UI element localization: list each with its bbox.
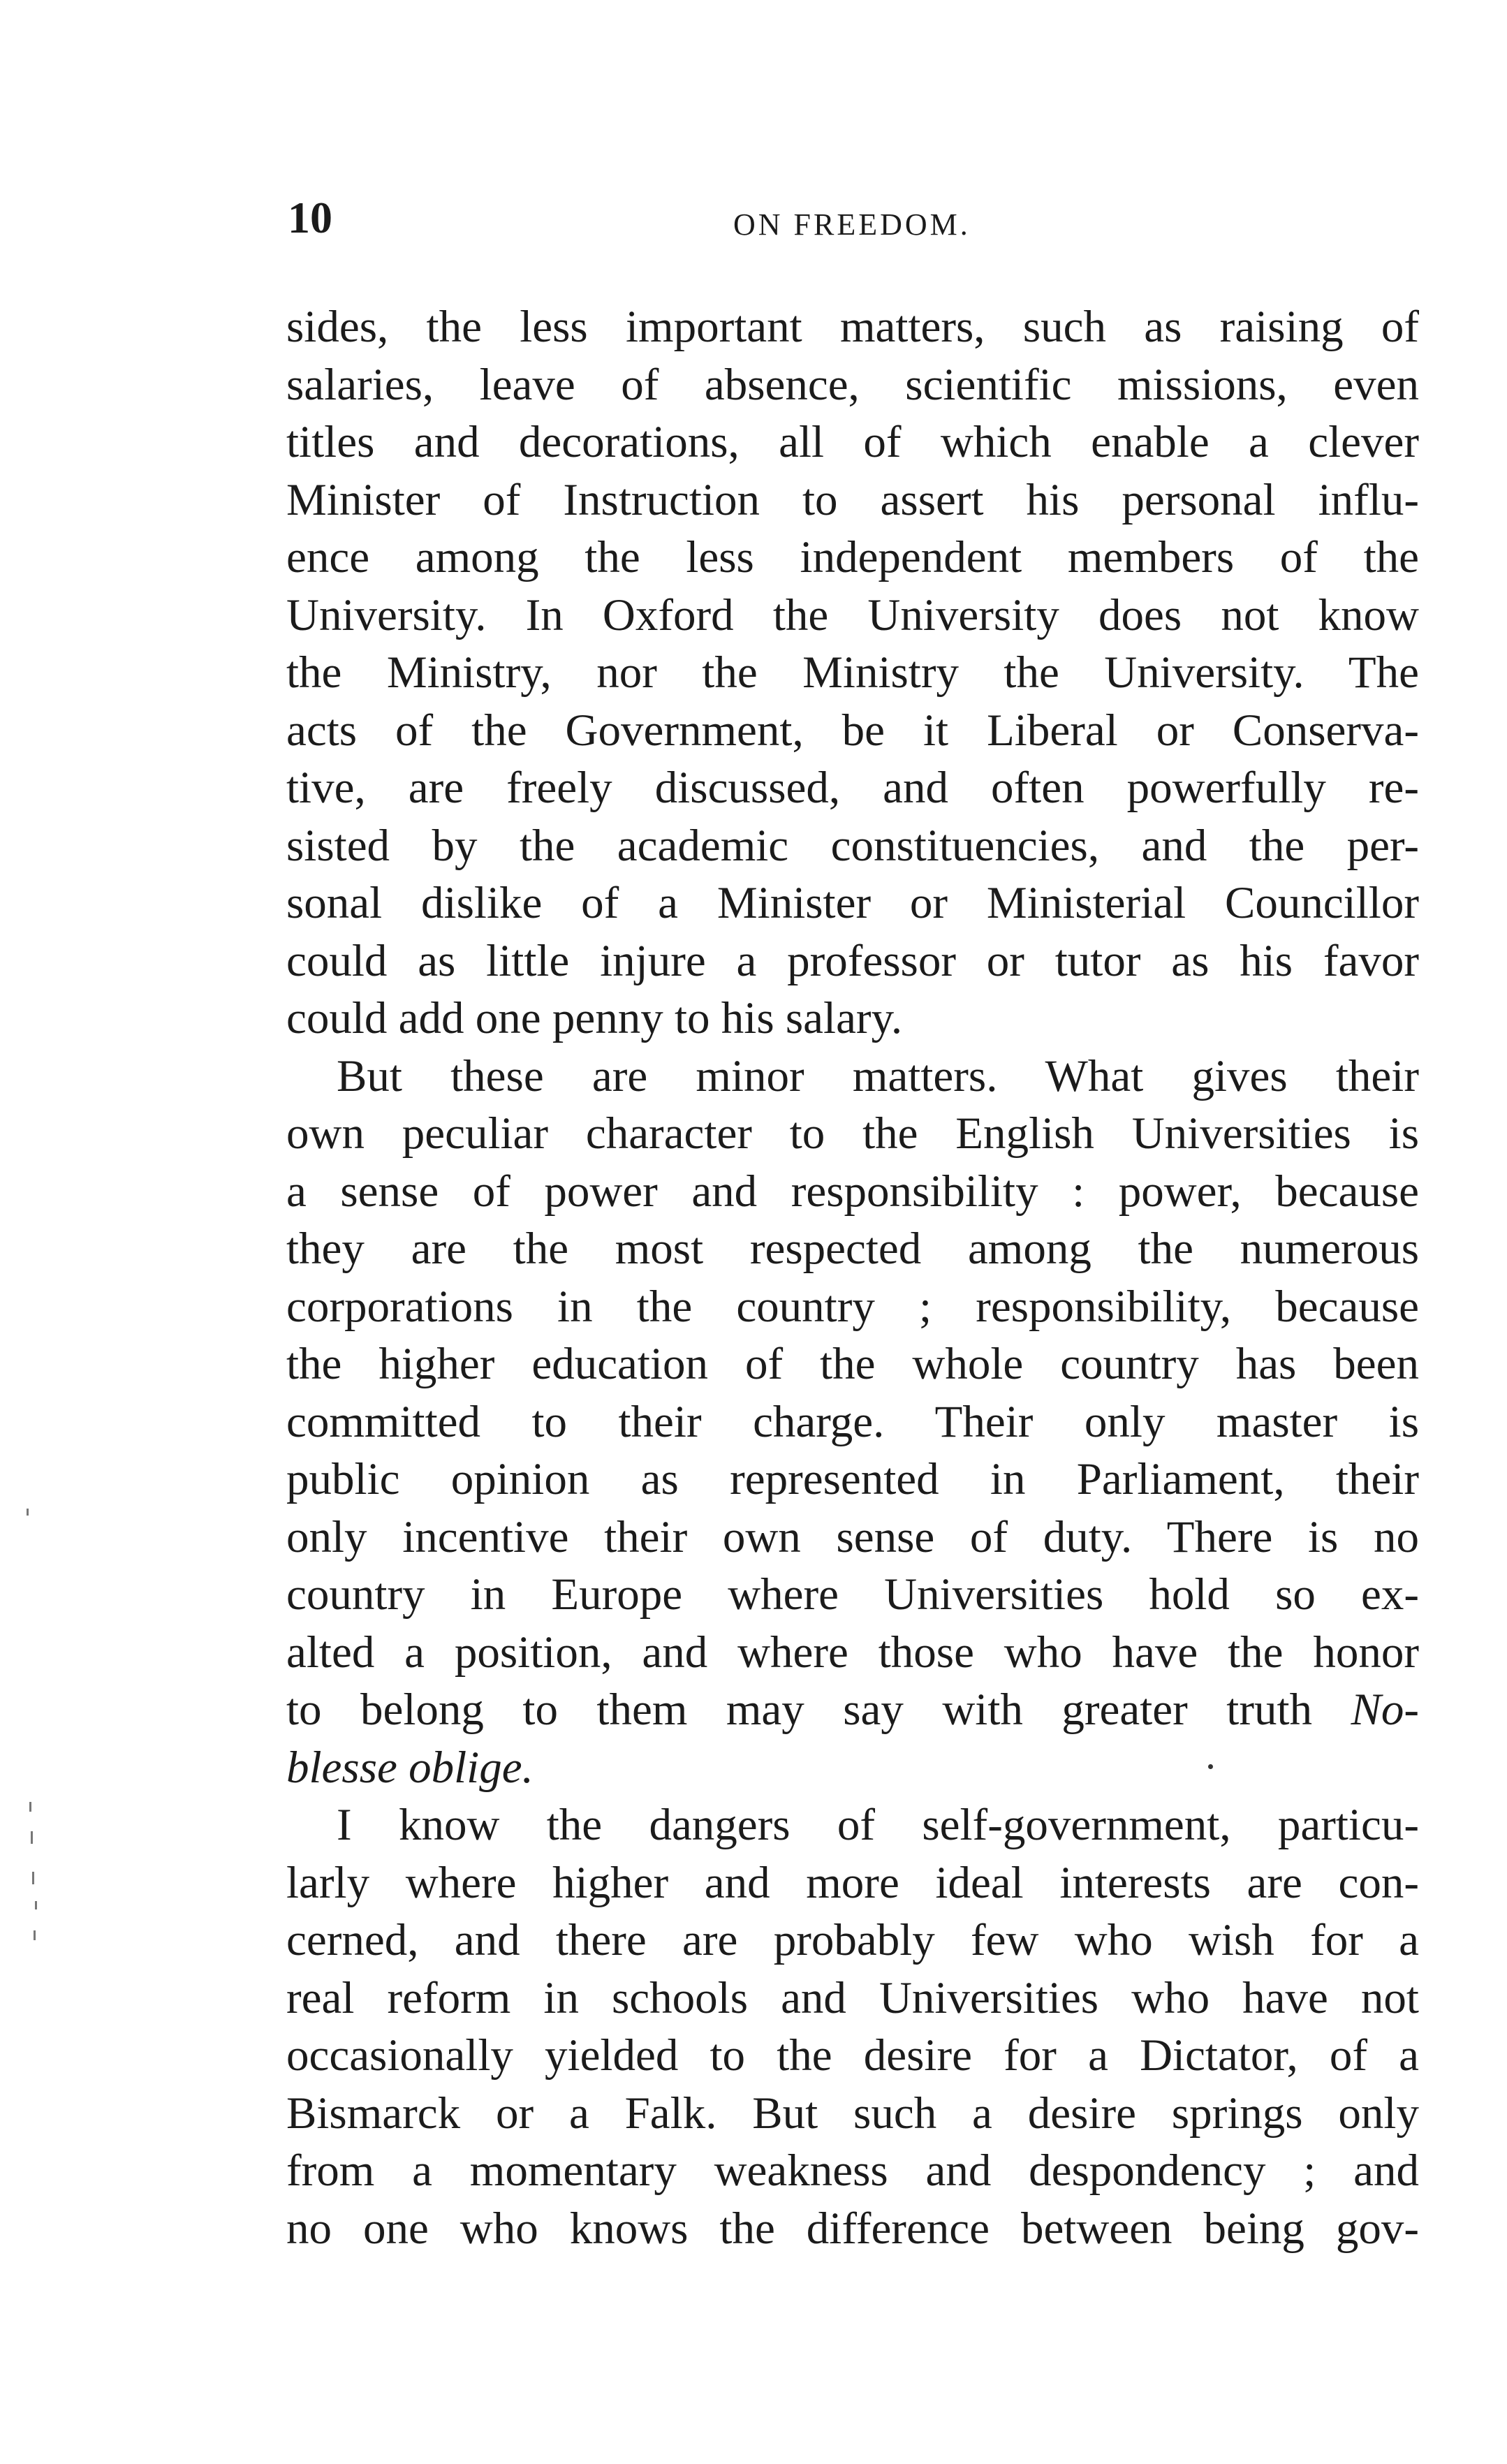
text-line: they are the most respected among the numerous <box>286 1224 1419 1274</box>
text-line: from a momentary weakness and despondency ; and <box>286 2146 1419 2196</box>
paragraph-start-line: I know the dangers of self-government, particu- <box>337 1800 1419 1850</box>
italic-phrase: blesse oblige. <box>286 1742 534 1793</box>
text-line: could add one penny to his salary. <box>286 993 903 1043</box>
margin-mark <box>34 1930 36 1940</box>
text-line: Bismarck or a Falk. But such a desire springs only <box>286 2088 1419 2139</box>
text-line: public opinion as represented in Parliament, their <box>286 1454 1419 1504</box>
margin-mark <box>29 1802 31 1812</box>
running-title: ON FREEDOM. <box>733 207 971 242</box>
text-line: larly where higher and more ideal interests are con- <box>286 1857 1419 1908</box>
page-number: 10 <box>288 193 332 242</box>
text-line: sides, the less important matters, such as raising of <box>286 302 1419 352</box>
stray-dot <box>1208 1764 1213 1769</box>
text-line: committed to their charge. Their only master is <box>286 1396 1419 1447</box>
margin-mark <box>27 1509 29 1516</box>
text-line: sonal dislike of a Minister or Ministerial Councillor <box>286 878 1419 928</box>
text-line <box>286 1739 1419 1797</box>
text-line: titles and decorations, all of which enable a clever <box>286 417 1419 467</box>
text-line-content: to belong to them may say with greater truth <box>286 1685 1313 1735</box>
text-line: country in Europe where Universities hold so ex- <box>286 1569 1419 1620</box>
margin-mark <box>35 1901 37 1909</box>
text-line: acts of the Government, be it Liberal or Conserva- <box>286 705 1419 756</box>
text-line: the higher education of the whole country has been <box>286 1339 1419 1389</box>
body-text <box>286 298 1419 2257</box>
margin-mark <box>31 1831 33 1844</box>
text-line: own peculiar character to the English Universities is <box>286 1108 1419 1159</box>
text-line: no one who knows the difference between being gov- <box>286 2203 1419 2254</box>
text-line: a sense of power and responsibility : power, because <box>286 1166 1419 1217</box>
text-line: corporations in the country ; responsibility, because <box>286 1281 1419 1332</box>
paragraph-start-line: But these are minor matters. What gives their <box>337 1050 1419 1101</box>
italic-phrase: No- <box>1351 1685 1419 1735</box>
text-line: real reform in schools and Universities who have not <box>286 1972 1419 2023</box>
text-line: Minister of Instruction to assert his personal influ- <box>286 474 1419 525</box>
text-line: alted a position, and where those who have the honor <box>286 1627 1419 1678</box>
text-line: sisted by the academic constituencies, and the per- <box>286 820 1419 871</box>
text-line: only incentive their own sense of duty. There is no <box>286 1511 1419 1562</box>
text-line: salaries, leave of absence, scientific missions, even <box>286 359 1419 410</box>
margin-mark <box>32 1872 34 1884</box>
text-line: cerned, and there are probably few who wish for a <box>286 1915 1419 1965</box>
text-line <box>286 1681 1419 1739</box>
text-line: the Ministry, nor the Ministry the University. The <box>286 647 1419 698</box>
text-line: University. In Oxford the University does not know <box>286 589 1419 640</box>
text-line: ence among the less independent members of the <box>286 532 1419 582</box>
text-line: occasionally yielded to the desire for a Dictator, of a <box>286 2030 1419 2081</box>
text-line: tive, are freely discussed, and often powerfully re- <box>286 763 1419 813</box>
text-line: could as little injure a professor or tutor as his favor <box>286 935 1419 986</box>
